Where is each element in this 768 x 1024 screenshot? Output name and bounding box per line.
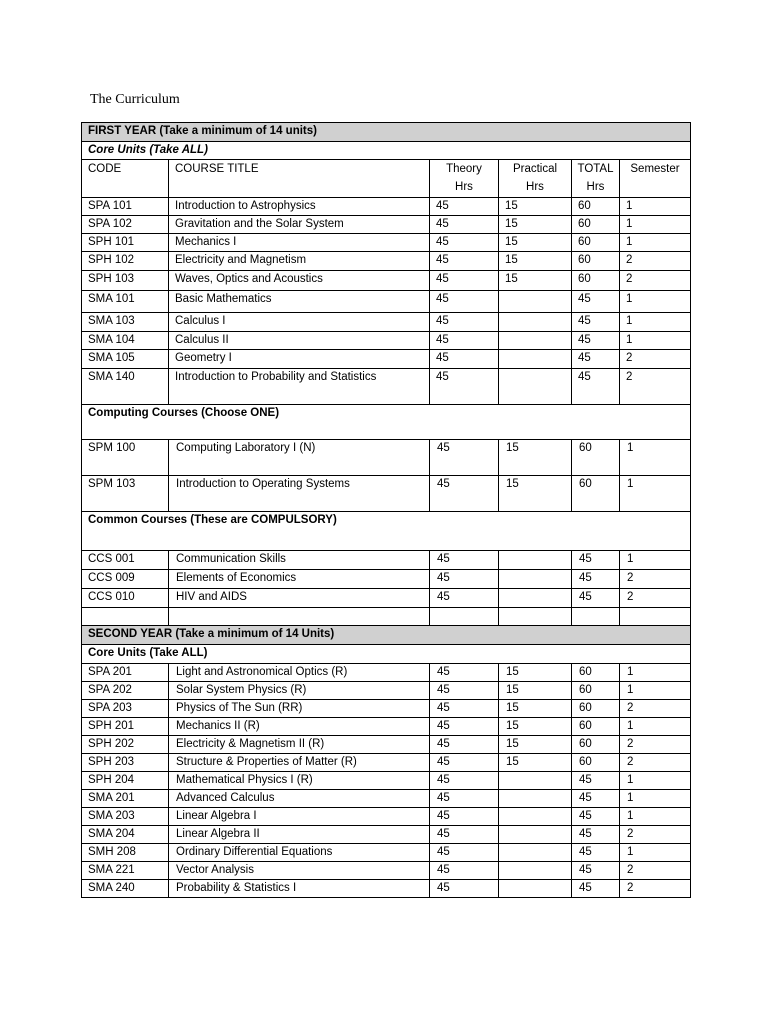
cell-total: 45 [572, 332, 620, 350]
course-row [82, 313, 691, 332]
cell-total: 60 [572, 682, 620, 700]
cell-title: Introduction to Operating Systems [169, 476, 430, 512]
cell-theory: 45 [430, 216, 499, 234]
first-year-heading-row [82, 123, 691, 142]
cell-semester: 1 [620, 234, 691, 252]
cell-code: CCS 009 [82, 570, 169, 589]
cell-practical [499, 291, 572, 313]
cell-theory: 45 [430, 682, 499, 700]
cell-title: Basic Mathematics [169, 291, 430, 313]
empty-cell [82, 608, 169, 626]
cell-semester: 1 [620, 790, 691, 808]
cell-practical: 15 [499, 700, 572, 718]
second-year-core-heading: Core Units (Take ALL) [82, 645, 691, 664]
cell-code: SMA 140 [82, 369, 169, 405]
cell-semester: 1 [620, 808, 691, 826]
cell-semester: 2 [620, 826, 691, 844]
course-row [82, 862, 691, 880]
cell-theory: 45 [430, 369, 499, 405]
course-row [82, 700, 691, 718]
cell-title: Physics of The Sun (RR) [169, 700, 430, 718]
course-row [82, 551, 691, 570]
cell-semester: 2 [620, 880, 691, 898]
cell-practical [499, 862, 572, 880]
cell-practical: 15 [499, 754, 572, 772]
cell-theory: 45 [430, 772, 499, 790]
cell-semester: 1 [620, 216, 691, 234]
cell-total: 45 [572, 570, 620, 589]
header-practical [499, 160, 572, 198]
course-row [82, 844, 691, 862]
cell-theory: 45 [430, 700, 499, 718]
cell-total: 45 [572, 826, 620, 844]
cell-semester: 2 [620, 700, 691, 718]
second-year-core-heading-row [82, 645, 691, 664]
cell-theory: 45 [430, 826, 499, 844]
cell-code: SPA 101 [82, 198, 169, 216]
cell-semester: 2 [620, 736, 691, 754]
course-row [82, 682, 691, 700]
header-practical-line1: Practical [512, 163, 558, 175]
cell-theory: 45 [430, 589, 499, 608]
cell-practical: 15 [499, 664, 572, 682]
cell-practical: 15 [499, 440, 572, 476]
cell-total: 60 [572, 736, 620, 754]
common-heading: Common Courses (These are COMPULSORY) [82, 512, 691, 551]
cell-theory: 45 [430, 718, 499, 736]
cell-title: Mathematical Physics I (R) [169, 772, 430, 790]
cell-theory: 45 [430, 570, 499, 589]
cell-code: SPA 202 [82, 682, 169, 700]
cell-total: 60 [572, 440, 620, 476]
header-code: CODE [82, 160, 169, 198]
cell-code: SMA 204 [82, 826, 169, 844]
cell-total: 45 [572, 808, 620, 826]
cell-semester: 1 [620, 332, 691, 350]
cell-code: SPM 103 [82, 476, 169, 512]
course-row [82, 216, 691, 234]
cell-code: SPA 102 [82, 216, 169, 234]
cell-code: SMA 103 [82, 313, 169, 332]
cell-total: 60 [572, 252, 620, 271]
course-row [82, 772, 691, 790]
cell-title: Advanced Calculus [169, 790, 430, 808]
cell-total: 60 [572, 476, 620, 512]
course-row [82, 271, 691, 291]
header-semester: Semester [620, 160, 691, 198]
computing-heading-row [82, 405, 691, 440]
cell-practical [499, 332, 572, 350]
cell-code: SMH 208 [82, 844, 169, 862]
course-row [82, 291, 691, 313]
cell-code: SPH 101 [82, 234, 169, 252]
course-row [82, 369, 691, 405]
cell-code: SPH 203 [82, 754, 169, 772]
second-year-heading: SECOND YEAR (Take a minimum of 14 Units) [82, 626, 691, 645]
cell-total: 60 [572, 234, 620, 252]
cell-total: 60 [572, 700, 620, 718]
cell-theory: 45 [430, 736, 499, 754]
second-year-heading-row [82, 626, 691, 645]
cell-semester: 1 [620, 440, 691, 476]
cell-theory: 45 [430, 291, 499, 313]
cell-total: 45 [572, 790, 620, 808]
cell-title: Linear Algebra I [169, 808, 430, 826]
cell-title: Light and Astronomical Optics (R) [169, 664, 430, 682]
course-row [82, 198, 691, 216]
cell-code: SPH 202 [82, 736, 169, 754]
header-theory-line1: Theory [446, 163, 482, 175]
cell-code: SPH 201 [82, 718, 169, 736]
first-year-heading: FIRST YEAR (Take a minimum of 14 units) [82, 123, 691, 142]
header-practical-line2: Hrs [526, 181, 544, 193]
cell-title: Mechanics I [169, 234, 430, 252]
cell-semester: 2 [620, 589, 691, 608]
cell-theory: 45 [430, 880, 499, 898]
cell-semester: 2 [620, 252, 691, 271]
header-theory [430, 160, 499, 198]
cell-code: CCS 001 [82, 551, 169, 570]
cell-practical: 15 [499, 234, 572, 252]
header-total-line1: TOTAL [577, 163, 614, 175]
cell-code: SMA 101 [82, 291, 169, 313]
cell-code: SMA 104 [82, 332, 169, 350]
cell-semester: 1 [620, 291, 691, 313]
header-theory-line2: Hrs [455, 181, 473, 193]
empty-cell [430, 608, 499, 626]
cell-title: HIV and AIDS [169, 589, 430, 608]
course-row [82, 440, 691, 476]
cell-practical [499, 313, 572, 332]
cell-total: 45 [572, 844, 620, 862]
cell-semester: 1 [620, 551, 691, 570]
header-total [572, 160, 620, 198]
cell-theory: 45 [430, 234, 499, 252]
course-row [82, 234, 691, 252]
cell-semester: 2 [620, 350, 691, 369]
course-row [82, 718, 691, 736]
cell-theory: 45 [430, 754, 499, 772]
cell-title: Vector Analysis [169, 862, 430, 880]
empty-cell [169, 608, 430, 626]
empty-cell [499, 608, 572, 626]
cell-practical [499, 570, 572, 589]
cell-semester: 1 [620, 198, 691, 216]
course-row [82, 664, 691, 682]
cell-semester: 2 [620, 754, 691, 772]
cell-theory: 45 [430, 271, 499, 291]
cell-semester: 1 [620, 476, 691, 512]
cell-semester: 1 [620, 844, 691, 862]
cell-semester: 2 [620, 862, 691, 880]
cell-total: 60 [572, 718, 620, 736]
cell-theory: 45 [430, 198, 499, 216]
cell-code: SPA 201 [82, 664, 169, 682]
cell-title: Waves, Optics and Acoustics [169, 271, 430, 291]
spacer-row [82, 608, 691, 626]
cell-practical: 15 [499, 271, 572, 291]
cell-total: 45 [572, 369, 620, 405]
cell-semester: 1 [620, 718, 691, 736]
cell-code: SPM 100 [82, 440, 169, 476]
cell-title: Computing Laboratory I (N) [169, 440, 430, 476]
cell-practical: 15 [499, 252, 572, 271]
cell-code: SMA 105 [82, 350, 169, 369]
course-row [82, 252, 691, 271]
cell-practical: 15 [499, 476, 572, 512]
cell-theory: 45 [430, 252, 499, 271]
curriculum-table [81, 122, 691, 898]
course-row [82, 570, 691, 589]
cell-practical [499, 844, 572, 862]
cell-practical [499, 350, 572, 369]
cell-code: SPH 204 [82, 772, 169, 790]
cell-title: Elements of Economics [169, 570, 430, 589]
cell-practical: 15 [499, 736, 572, 754]
cell-theory: 45 [430, 790, 499, 808]
cell-practical [499, 772, 572, 790]
cell-title: Gravitation and the Solar System [169, 216, 430, 234]
cell-theory: 45 [430, 808, 499, 826]
cell-practical [499, 551, 572, 570]
page-title: The Curriculum [90, 92, 180, 107]
cell-title: Probability & Statistics I [169, 880, 430, 898]
cell-code: SMA 240 [82, 880, 169, 898]
first-year-core-heading: Core Units (Take ALL) [82, 141, 691, 160]
cell-theory: 45 [430, 350, 499, 369]
cell-practical: 15 [499, 682, 572, 700]
cell-semester: 2 [620, 369, 691, 405]
course-row [82, 332, 691, 350]
cell-title: Electricity and Magnetism [169, 252, 430, 271]
cell-total: 60 [572, 216, 620, 234]
cell-practical [499, 369, 572, 405]
cell-title: Calculus II [169, 332, 430, 350]
cell-theory: 45 [430, 844, 499, 862]
course-row [82, 790, 691, 808]
cell-practical: 15 [499, 198, 572, 216]
cell-practical: 15 [499, 718, 572, 736]
cell-total: 45 [572, 350, 620, 369]
cell-title: Structure & Properties of Matter (R) [169, 754, 430, 772]
header-total-line2: Hrs [586, 181, 605, 193]
cell-total: 45 [572, 313, 620, 332]
cell-practical [499, 880, 572, 898]
cell-theory: 45 [430, 476, 499, 512]
course-row [82, 350, 691, 369]
cell-theory: 45 [430, 440, 499, 476]
cell-title: Communication Skills [169, 551, 430, 570]
cell-title: Electricity & Magnetism II (R) [169, 736, 430, 754]
first-year-core-heading-row [82, 141, 691, 160]
cell-title: Introduction to Probability and Statistics [169, 369, 430, 405]
cell-theory: 45 [430, 862, 499, 880]
header-title: COURSE TITLE [169, 160, 430, 198]
cell-theory: 45 [430, 551, 499, 570]
cell-code: SPH 102 [82, 252, 169, 271]
column-header-row [82, 160, 691, 198]
computing-heading: Computing Courses (Choose ONE) [82, 405, 691, 440]
cell-practical [499, 589, 572, 608]
cell-total: 45 [572, 551, 620, 570]
common-heading-row [82, 512, 691, 551]
cell-total: 60 [572, 754, 620, 772]
cell-total: 45 [572, 589, 620, 608]
cell-title: Linear Algebra II [169, 826, 430, 844]
cell-total: 45 [572, 862, 620, 880]
course-row [82, 826, 691, 844]
cell-title: Introduction to Astrophysics [169, 198, 430, 216]
cell-title: Calculus I [169, 313, 430, 332]
cell-semester: 2 [620, 570, 691, 589]
cell-semester: 1 [620, 772, 691, 790]
course-row [82, 754, 691, 772]
empty-cell [620, 608, 691, 626]
cell-code: SPA 203 [82, 700, 169, 718]
cell-total: 60 [572, 271, 620, 291]
cell-title: Ordinary Differential Equations [169, 844, 430, 862]
cell-theory: 45 [430, 664, 499, 682]
cell-semester: 1 [620, 682, 691, 700]
cell-code: CCS 010 [82, 589, 169, 608]
course-row [82, 736, 691, 754]
cell-theory: 45 [430, 332, 499, 350]
course-row [82, 880, 691, 898]
cell-code: SMA 221 [82, 862, 169, 880]
cell-total: 60 [572, 664, 620, 682]
cell-title: Mechanics II (R) [169, 718, 430, 736]
cell-total: 45 [572, 772, 620, 790]
cell-semester: 1 [620, 664, 691, 682]
course-row [82, 808, 691, 826]
cell-total: 45 [572, 291, 620, 313]
cell-total: 60 [572, 198, 620, 216]
cell-semester: 2 [620, 271, 691, 291]
cell-code: SMA 201 [82, 790, 169, 808]
cell-code: SMA 203 [82, 808, 169, 826]
course-row [82, 589, 691, 608]
cell-code: SPH 103 [82, 271, 169, 291]
course-row [82, 476, 691, 512]
empty-cell [572, 608, 620, 626]
cell-practical: 15 [499, 216, 572, 234]
cell-practical [499, 790, 572, 808]
cell-practical [499, 826, 572, 844]
cell-semester: 1 [620, 313, 691, 332]
cell-practical [499, 808, 572, 826]
cell-title: Solar System Physics (R) [169, 682, 430, 700]
cell-title: Geometry I [169, 350, 430, 369]
cell-total: 45 [572, 880, 620, 898]
cell-theory: 45 [430, 313, 499, 332]
